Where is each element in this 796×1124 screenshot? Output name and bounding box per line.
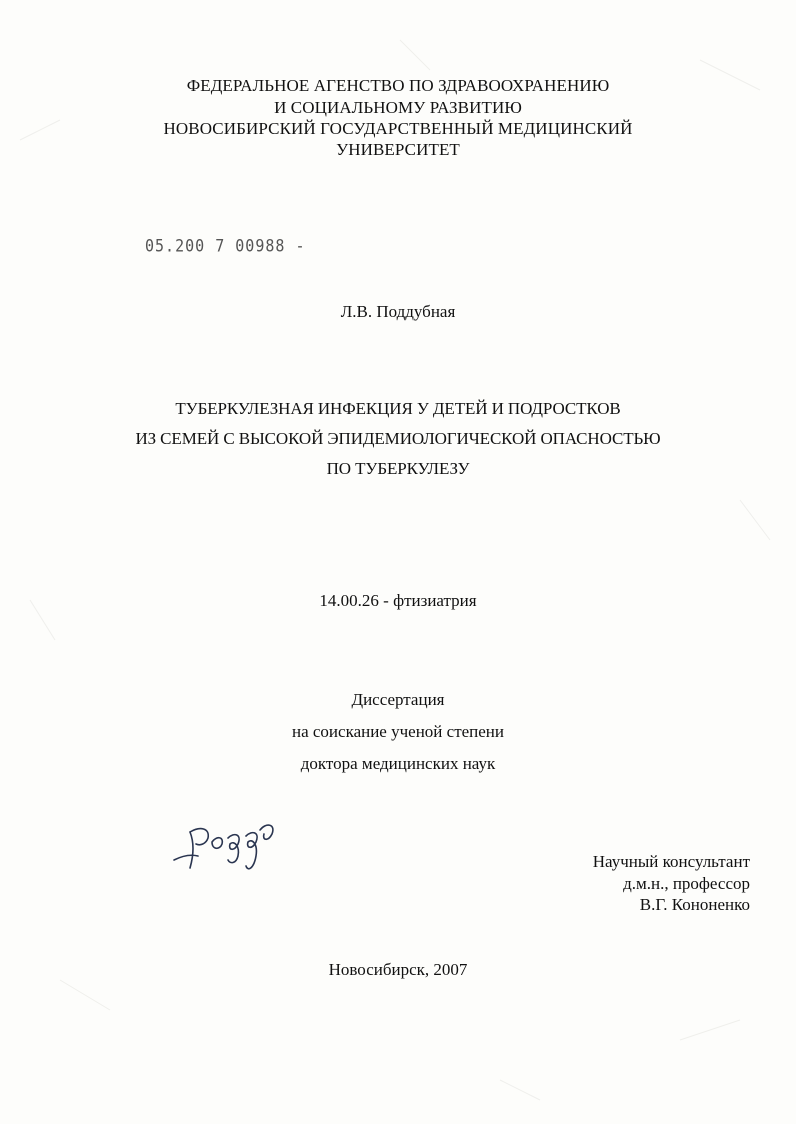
institution-line-1: ФЕДЕРАЛЬНОЕ АГЕНСТВО ПО ЗДРАВООХРАНЕНИЮ xyxy=(186,76,610,95)
institution-line-3: НОВОСИБИРСКИЙ ГОСУДАРСТВЕННЫЙ МЕДИЦИНСКИЙ xyxy=(163,119,633,138)
title-line-3: ПО ТУБЕРКУЛЕЗУ xyxy=(326,459,470,478)
consultant-degree: д.м.н., профессор xyxy=(623,874,750,893)
degree-line-1: Диссертация xyxy=(351,690,445,709)
degree-line-2: на соискание ученой степени xyxy=(291,722,505,741)
handwritten-signature xyxy=(168,812,288,882)
consultant-name: В.Г. Кононенко xyxy=(639,895,750,914)
specialty: 14.00.26 - фтизиатрия xyxy=(319,591,477,610)
consultant-label: Научный консультант xyxy=(592,852,750,871)
city-year: Новосибирск, 2007 xyxy=(328,960,468,979)
degree-line-3: доктора медицинских наук xyxy=(300,754,496,773)
institution-line-4: УНИВЕРСИТЕТ xyxy=(336,140,460,159)
title-line-1: ТУБЕРКУЛЕЗНАЯ ИНФЕКЦИЯ У ДЕТЕЙ И ПОДРОСТКОВ xyxy=(175,399,621,418)
author-name: Л.В. Поддубная xyxy=(340,302,456,321)
archive-stamp: 05.200 7 00988 - xyxy=(145,236,306,256)
title-line-2: ИЗ СЕМЕЙ С ВЫСОКОЙ ЭПИДЕМИОЛОГИЧЕСКОЙ ОПАСНОСТЬЮ xyxy=(135,429,661,448)
institution-line-2: И СОЦИАЛЬНОМУ РАЗВИТИЮ xyxy=(274,98,522,117)
